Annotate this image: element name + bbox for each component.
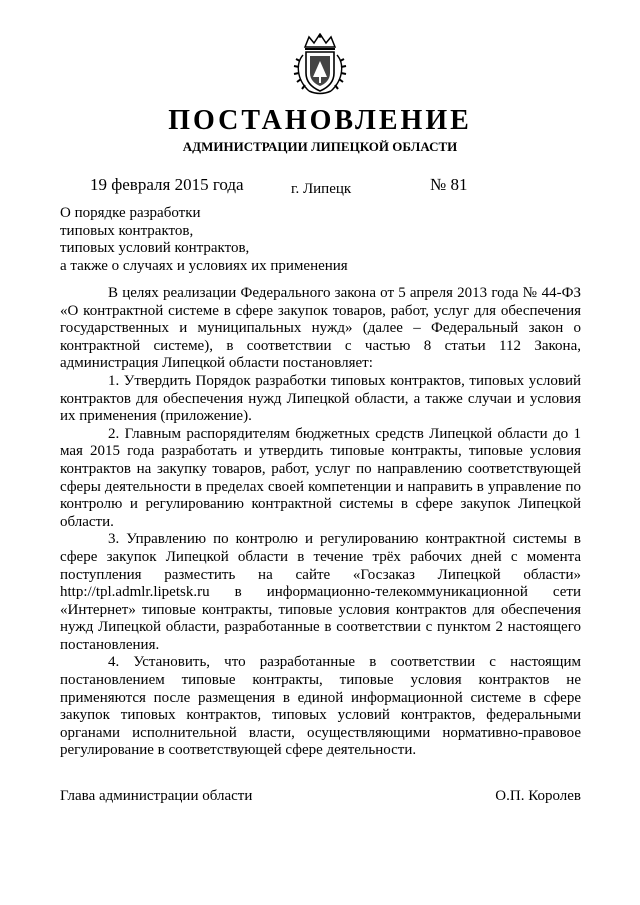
clause-paragraph-2: 2. Главным распорядителям бюджетных средств Липецкой области до 1 мая 2015 года разработать и утвердить типовые контракты, типовые условия контрактов на закупку товаров, работ, услуг по направлению соответствующей сферы деятельности в пределах своей компетенции и направить в управление по контролю и регулированию контрактной системы в сфере закупок Липецкой области. <box>60 425 581 530</box>
subject-line: О порядке разработки <box>60 205 201 221</box>
subject-line: а также о случаях и условиях их применения <box>60 257 348 274</box>
preamble-paragraph: В целях реализации Федерального закона от 5 апреля 2013 года № 44-ФЗ «О контрактной системе в сфере закупок товаров, работ, услуг для обеспечения государственных и муниципальных нужд» (далее – Федеральный закон о контрактной системе), в соответствии с частью 8 статьи 112 Закона, администрация Липецкой области постановляет: <box>60 285 581 372</box>
document-city: г. Липецк <box>291 181 352 197</box>
signatory-name: О.П. Королев <box>495 788 581 804</box>
document-issuer: АДМИНИСТРАЦИИ ЛИПЕЦКОЙ ОБЛАСТИ <box>182 139 458 154</box>
signatory-position: Глава администрации области <box>60 788 253 804</box>
subject-line: типовых контрактов, <box>60 222 194 239</box>
clause-paragraph-4: 4. Установить, что разработанные в соответствии с настоящим постановлением типовые контракты, типовые условия контрактов не применяются после размещения в единой информационной системе в сфере закупок типовых контрактов, типовых условий контрактов, федеральными органами исполнительной власти, осуществляющими нормативно-правовое регулирование в соответствующей сфере деятельности. <box>60 654 581 759</box>
document-body <box>60 285 581 760</box>
document-number: № 81 <box>430 175 468 194</box>
document-title: ПОСТАНОВЛЕНИЕ <box>168 105 472 136</box>
subject-line: типовых условий контрактов, <box>60 240 250 256</box>
lipetsk-coat-of-arms-icon <box>291 33 349 97</box>
document-subject <box>60 205 380 275</box>
clause-paragraph-3: 3. Управлению по контролю и регулированию контрактной системы в сфере закупок Липецкой области в течение трёх рабочих дней с момента поступления разместить на сайте «Госзаказ Липецкой области» http://tpl.admlr.lipetsk.ru в информационно-телекоммуникационной сети «Интернет» типовые контракты, типовые условия контрактов для обеспечения нужд Липецкой области, разработанные в соответствии с пунктом 2 настоящего постановления. <box>60 531 581 653</box>
clause-paragraph-1: 1. Утвердить Порядок разработки типовых контрактов, типовых условий контрактов для обеспечения нужд Липецкой области, а также случаи и условия их применения (приложение). <box>60 372 581 425</box>
document-date: 19 февраля 2015 года <box>90 175 244 194</box>
